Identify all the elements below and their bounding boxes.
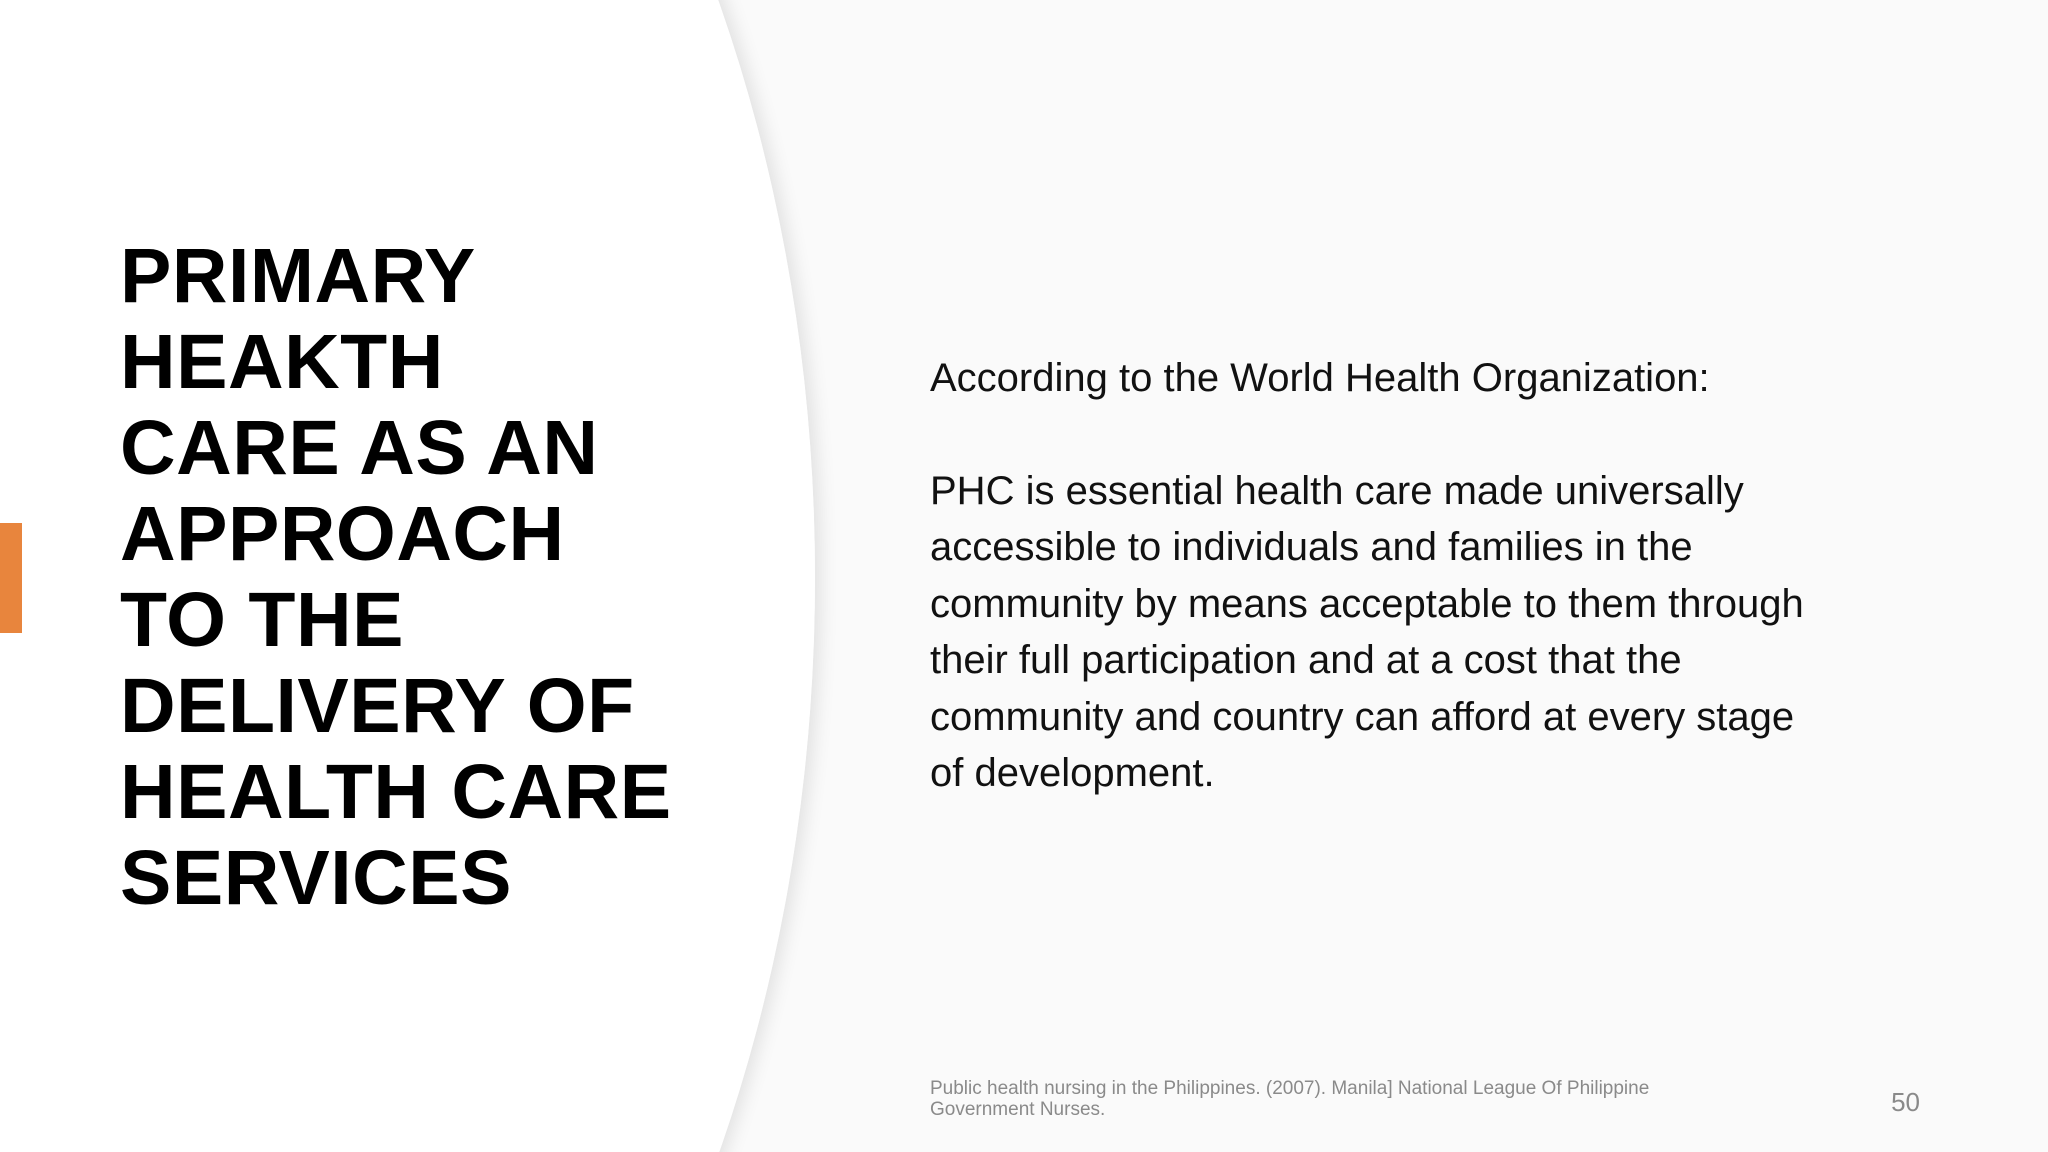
- citation-footer: Public health nursing in the Philippines. (2007). Manila] National League Of Philippine Government Nurses.: [930, 1078, 1650, 1120]
- title-line: HEALTH CARE: [120, 749, 672, 835]
- definition-line: of development.: [930, 751, 1215, 795]
- title-line: APPROACH: [120, 491, 565, 577]
- definition-line: community by means acceptable to them through: [930, 581, 1804, 626]
- slide-title: [120, 233, 740, 921]
- title-line: PRIMARY: [120, 233, 476, 319]
- accent-bar: [0, 523, 22, 633]
- definition-line: accessible to individuals and families in the: [930, 525, 1693, 569]
- definition-line: their full participation and at a cost that the: [930, 638, 1682, 682]
- body-text: [930, 350, 1930, 802]
- title-line: HEAKTH: [120, 319, 444, 405]
- title-line: SERVICES: [120, 835, 513, 921]
- title-line: DELIVERY OF: [120, 663, 635, 749]
- definition-line: community and country can afford at every stage: [930, 694, 1795, 739]
- slide-number: 50: [1891, 1087, 1920, 1117]
- definition-line: PHC is essential health care made universally: [930, 468, 1744, 513]
- intro-text: According to the World Health Organization:: [930, 356, 1710, 400]
- title-line: TO THE: [120, 577, 404, 663]
- title-line: CARE AS AN: [120, 405, 599, 491]
- definition-text: [930, 463, 1930, 802]
